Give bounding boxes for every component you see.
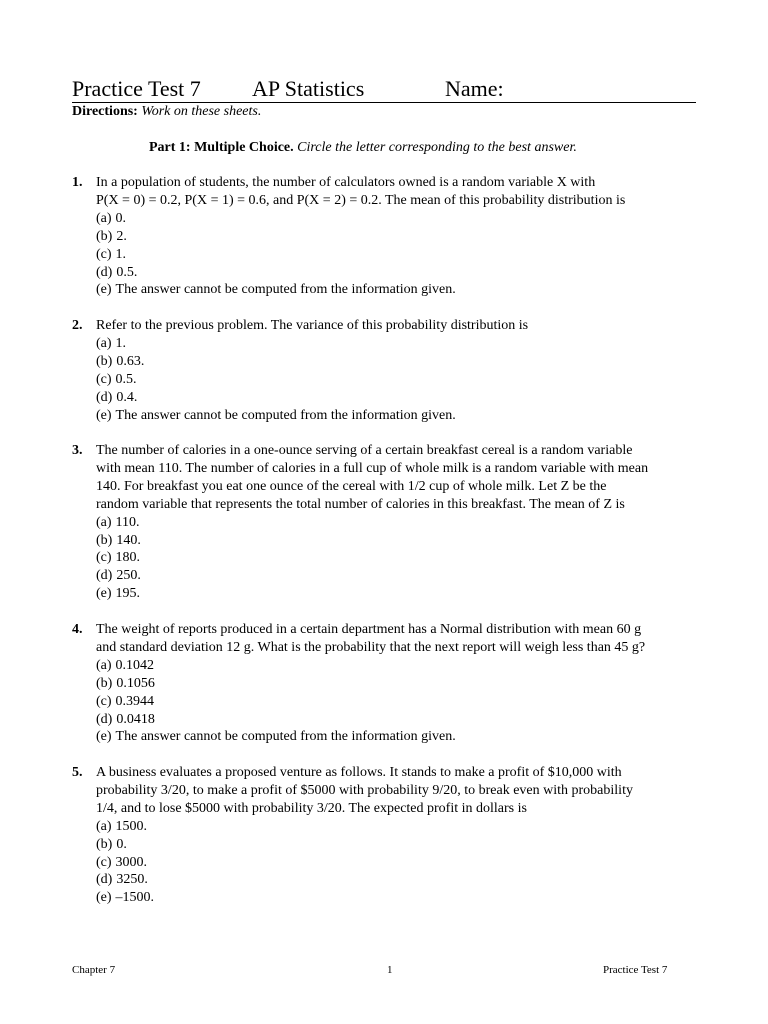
part-instructions: Circle the letter corresponding to the best answer. [297,140,577,155]
answer-choice[interactable] [96,532,698,550]
choice-text: 140. [116,532,141,548]
choice-text: 1. [115,246,127,262]
choice-text: 0.5. [115,371,137,387]
answer-choice[interactable] [96,549,698,567]
answer-choice[interactable] [96,210,698,228]
choice-text: 0.63. [116,353,145,369]
answer-choice[interactable] [96,854,698,872]
choice-letter[interactable]: (e) [96,729,112,745]
choice-letter[interactable]: (c) [96,693,112,709]
choice-letter[interactable]: (b) [96,353,113,369]
choice-text: 110. [115,514,140,530]
choice-text: 0.1042 [115,657,155,673]
choice-text: 250. [116,568,141,584]
choice-letter[interactable]: (b) [96,228,113,244]
choice-letter[interactable]: (d) [96,872,113,888]
question-text-line: P(X = 0) = 0.2, P(X = 1) = 0.6, and P(X = 2) = 0.2. The mean of this probability distribution is [96,192,626,208]
choice-text: 180. [115,550,141,566]
question-number: 3. [72,443,83,458]
choice-letter[interactable]: (d) [96,264,113,280]
answer-choice[interactable] [96,585,698,603]
choice-text: The answer cannot be computed from the information given. [115,407,456,423]
question-5 [72,764,698,907]
answer-choice[interactable] [96,407,698,425]
answer-choice[interactable] [96,675,698,693]
question-number: 1. [72,175,83,190]
answer-choice[interactable] [96,728,698,746]
question-text-line: with mean 110. The number of calories in a full cup of whole milk is a random variable with mean [96,460,649,476]
choice-letter[interactable]: (c) [96,550,112,566]
answer-choice[interactable] [96,228,698,246]
page-header [72,74,696,103]
choice-text: 0. [115,210,127,226]
subject-title: AP Statistics [252,76,365,101]
choice-letter[interactable]: (d) [96,568,113,584]
choice-letter[interactable]: (d) [96,711,113,727]
directions [72,104,261,120]
question-number: 2. [72,318,83,333]
choice-text: 1. [115,335,127,351]
question-number: 4. [72,622,83,637]
choice-text: 0.4. [116,389,138,405]
question-1 [72,174,698,299]
choice-letter[interactable]: (c) [96,854,112,870]
choice-letter[interactable]: (b) [96,836,113,852]
question-text-line: 1/4, and to lose $5000 with probability 3/20. The expected profit in dollars is [96,800,527,816]
choice-letter[interactable]: (c) [96,246,112,262]
question-text-line: A business evaluates a proposed venture as follows. It stands to make a profit of $10,000 with [96,765,622,780]
answer-choice[interactable] [96,335,698,353]
choice-text: 2. [116,228,127,244]
choice-text: 3250. [116,872,148,888]
footer-chapter: Chapter 7 [72,964,116,976]
question-text-line: and standard deviation 12 g. What is the probability that the next report will weigh less than 45 g? [96,639,646,655]
choice-text: –1500. [115,890,155,906]
answer-choice[interactable] [96,818,698,836]
answer-choice[interactable] [96,711,698,729]
choice-letter[interactable]: (a) [96,335,112,351]
part-heading [149,140,577,156]
answer-choice[interactable] [96,353,698,371]
choice-letter[interactable]: (b) [96,675,113,691]
answer-choice[interactable] [96,514,698,532]
choice-text: 195. [115,586,141,602]
directions-label: Directions: [72,104,138,119]
choice-text: 1500. [115,818,148,834]
answer-choice[interactable] [96,281,698,299]
choice-text: 0.3944 [115,693,155,709]
choice-letter[interactable]: (c) [96,371,112,387]
question-text-line: In a population of students, the number of calculators owned is a random variable X with [96,175,596,190]
answer-choice[interactable] [96,871,698,889]
choice-text: The answer cannot be computed from the information given. [115,729,456,745]
question-text-line: The weight of reports produced in a certain department has a Normal distribution with mean 60 g [96,622,642,637]
question-text-line: The number of calories in a one-ounce serving of a certain breakfast cereal is a random variable [96,443,633,458]
footer-page-number: 1 [387,964,393,976]
choice-letter[interactable]: (e) [96,407,112,423]
choice-text: 3000. [115,854,148,870]
part-label: Part 1: Multiple Choice. [149,140,294,155]
question-number: 5. [72,765,83,780]
choice-letter[interactable]: (e) [96,890,112,906]
choice-letter[interactable]: (a) [96,657,112,673]
choice-text: 0.0418 [116,711,155,727]
choice-letter[interactable]: (a) [96,514,112,530]
answer-choice[interactable] [96,389,698,407]
choice-letter[interactable]: (e) [96,586,112,602]
question-text-line: random variable that represents the total number of calories in this breakfast. The mean of Z is [96,496,625,512]
name-label: Name: [445,76,504,101]
choice-letter[interactable]: (b) [96,532,113,548]
question-3 [72,442,698,603]
answer-choice[interactable] [96,371,698,389]
answer-choice[interactable] [96,693,698,711]
answer-choice[interactable] [96,246,698,264]
answer-choice[interactable] [96,264,698,282]
test-title: Practice Test 7 [72,76,201,101]
choice-text: The answer cannot be computed from the information given. [115,282,456,298]
choice-letter[interactable]: (d) [96,389,113,405]
answer-choice[interactable] [96,657,698,675]
choice-letter[interactable]: (a) [96,210,112,226]
choice-text: 0. [116,836,127,852]
footer-test-name: Practice Test 7 [603,964,668,976]
choice-letter[interactable]: (e) [96,282,112,298]
choice-text: 0.1056 [116,675,155,691]
question-text-line: Refer to the previous problem. The variance of this probability distribution is [96,318,529,333]
directions-text: Work on these sheets. [141,104,262,119]
question-2 [72,317,698,424]
answer-choice[interactable] [96,836,698,854]
answer-choice[interactable] [96,889,698,907]
answer-choice[interactable] [96,567,698,585]
question-text-line: 140. For breakfast you eat one ounce of the cereal with 1/2 cup of whole milk. Let Z be the [96,478,607,494]
question-text-line: probability 3/20, to make a profit of $5000 with probability 9/20, to break even with probability [96,782,633,798]
choice-letter[interactable]: (a) [96,818,112,834]
question-4 [72,621,698,746]
choice-text: 0.5. [116,264,138,280]
